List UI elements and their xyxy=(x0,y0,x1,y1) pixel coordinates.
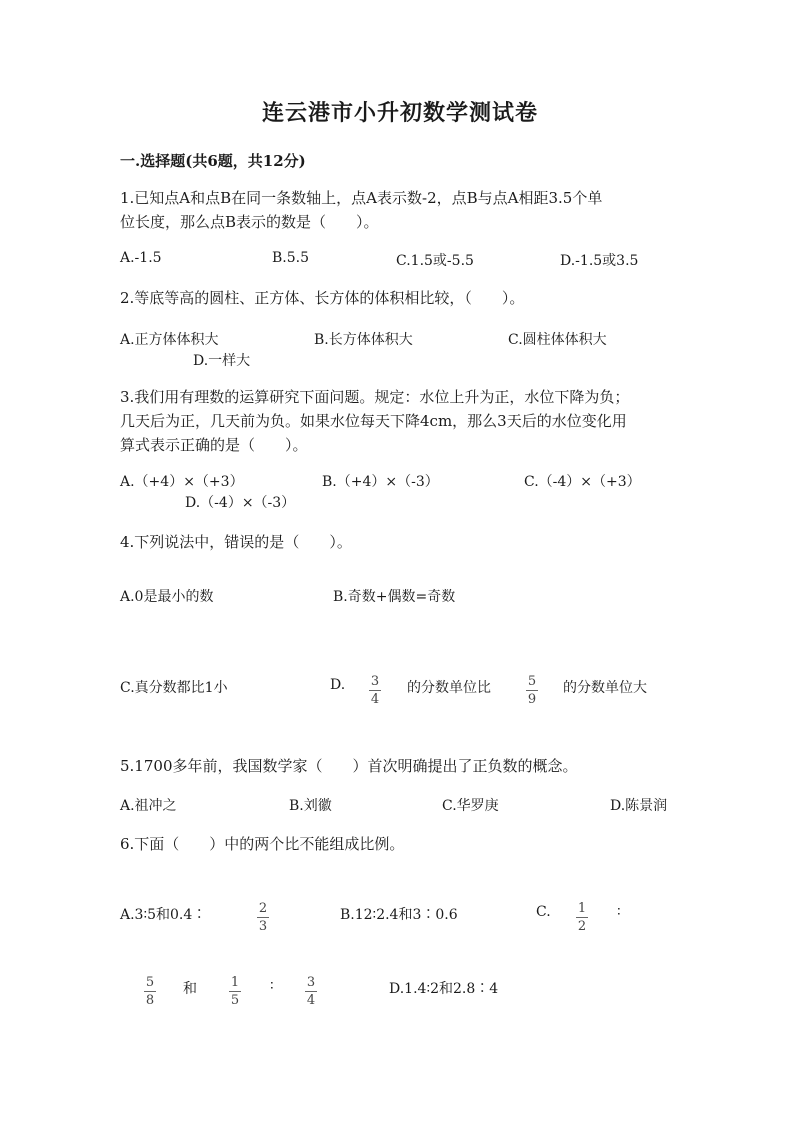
q1-option-a[interactable]: A.-1.5 xyxy=(120,250,162,266)
q4-option-c[interactable]: C.真分数都比1小 xyxy=(120,680,228,696)
fraction-denominator: 2 xyxy=(577,919,587,934)
q4-d-fraction-1 xyxy=(369,670,381,707)
fraction-bar xyxy=(576,917,588,918)
q4-d-fraction-2 xyxy=(526,670,538,707)
q1-option-b[interactable]: B.5.5 xyxy=(272,250,310,266)
q5-option-a[interactable]: A.祖冲之 xyxy=(120,798,177,814)
question-1-line-1: 1.已知点A和点B在同一条数轴上，点A表示数-2，点B与点A相距3.5个单 xyxy=(120,189,603,207)
q6-option-a[interactable]: A.3∶5和0.4∶ xyxy=(120,907,207,923)
q6-c-colon-2: ∶ xyxy=(270,978,274,994)
fraction-denominator: 9 xyxy=(527,692,537,707)
q1-option-d[interactable]: D.-1.5或3.5 xyxy=(560,253,639,269)
fraction-numerator: 1 xyxy=(577,901,587,916)
q4-option-d-end: 的分数单位大 xyxy=(563,680,647,696)
fraction-bar xyxy=(144,991,156,992)
question-3-line-1: 3.我们用有理数的运算研究下面问题。规定：水位上升为正，水位下降为负； xyxy=(120,388,630,406)
fraction-bar xyxy=(229,991,241,992)
q3-option-c[interactable]: C.（-4）×（+3） xyxy=(524,474,641,490)
fraction-bar xyxy=(257,917,269,918)
fraction-numerator: 5 xyxy=(145,975,155,990)
q4-option-d-mid: 的分数单位比 xyxy=(407,680,491,696)
question-3 xyxy=(120,385,629,457)
q6-option-b[interactable]: B.12∶2.4和3∶0.6 xyxy=(340,907,458,923)
question-2: 2.等底等高的圆柱、正方体、长方体的体积相比较，（ ）。 xyxy=(120,289,525,307)
q5-option-b[interactable]: B.刘徽 xyxy=(289,798,332,814)
fraction-denominator: 5 xyxy=(230,993,240,1008)
q2-option-c[interactable]: C.圆柱体体积大 xyxy=(508,332,607,348)
q6-c-fraction-3-4 xyxy=(305,971,317,1008)
page-title: 连云港市小升初数学测试卷 xyxy=(261,100,538,126)
question-1-line-2: 位长度，那么点B表示的数是（ ）。 xyxy=(120,213,379,231)
q1-option-c[interactable]: C.1.5或-5.5 xyxy=(396,253,474,269)
fraction-numerator: 2 xyxy=(258,901,268,916)
q6-c-colon: ∶ xyxy=(617,904,621,920)
question-1 xyxy=(120,186,602,234)
q2-option-b[interactable]: B.长方体体积大 xyxy=(314,332,413,348)
q4-option-d-label[interactable]: D. xyxy=(330,677,346,693)
q5-option-d[interactable]: D.陈景润 xyxy=(610,798,668,814)
fraction-denominator: 4 xyxy=(370,692,380,707)
q4-option-b[interactable]: B.奇数+偶数=奇数 xyxy=(333,589,456,605)
q6-option-d[interactable]: D.1.4∶2和2.8∶4 xyxy=(389,981,499,997)
fraction-denominator: 8 xyxy=(145,993,155,1008)
fraction-numerator: 3 xyxy=(370,674,380,689)
fraction-numerator: 1 xyxy=(230,975,240,990)
q3-option-b[interactable]: B.（+4）×（-3） xyxy=(322,474,439,490)
q6-c-fraction-1-5 xyxy=(229,971,241,1008)
fraction-numerator: 5 xyxy=(527,674,537,689)
question-5: 5.1700多年前，我国数学家（ ）首次明确提出了正负数的概念。 xyxy=(120,757,578,775)
fraction-bar xyxy=(305,991,317,992)
question-3-line-3: 算式表示正确的是（ ）。 xyxy=(120,436,308,454)
q6-c-and: 和 xyxy=(183,981,197,997)
fraction-bar xyxy=(526,690,538,691)
q2-option-d[interactable]: D.一样大 xyxy=(193,353,251,369)
q3-option-a[interactable]: A.（+4）×（+3） xyxy=(120,474,244,490)
q6-c-fraction xyxy=(576,897,588,934)
q6-a-fraction xyxy=(257,897,269,934)
question-6: 6.下面（ ）中的两个比不能组成比例。 xyxy=(120,835,405,853)
fraction-denominator: 3 xyxy=(258,919,268,934)
q6-c-fraction-5-8 xyxy=(144,971,156,1008)
question-4: 4.下列说法中，错误的是（ ）。 xyxy=(120,533,352,551)
section-heading: 一.选择题(共6题，共12分) xyxy=(120,152,306,170)
q6-option-c-label[interactable]: C. xyxy=(536,904,551,920)
fraction-denominator: 4 xyxy=(306,993,316,1008)
question-3-line-2: 几天后为正，几天前为负。如果水位每天下降4cm，那么3天后的水位变化用 xyxy=(120,412,627,430)
q3-option-d[interactable]: D.（-4）×（-3） xyxy=(185,495,296,511)
q5-option-c[interactable]: C.华罗庚 xyxy=(442,798,499,814)
fraction-bar xyxy=(369,690,381,691)
q2-option-a[interactable]: A.正方体体积大 xyxy=(120,332,219,348)
q4-option-a[interactable]: A.0是最小的数 xyxy=(120,589,214,605)
fraction-numerator: 3 xyxy=(306,975,316,990)
